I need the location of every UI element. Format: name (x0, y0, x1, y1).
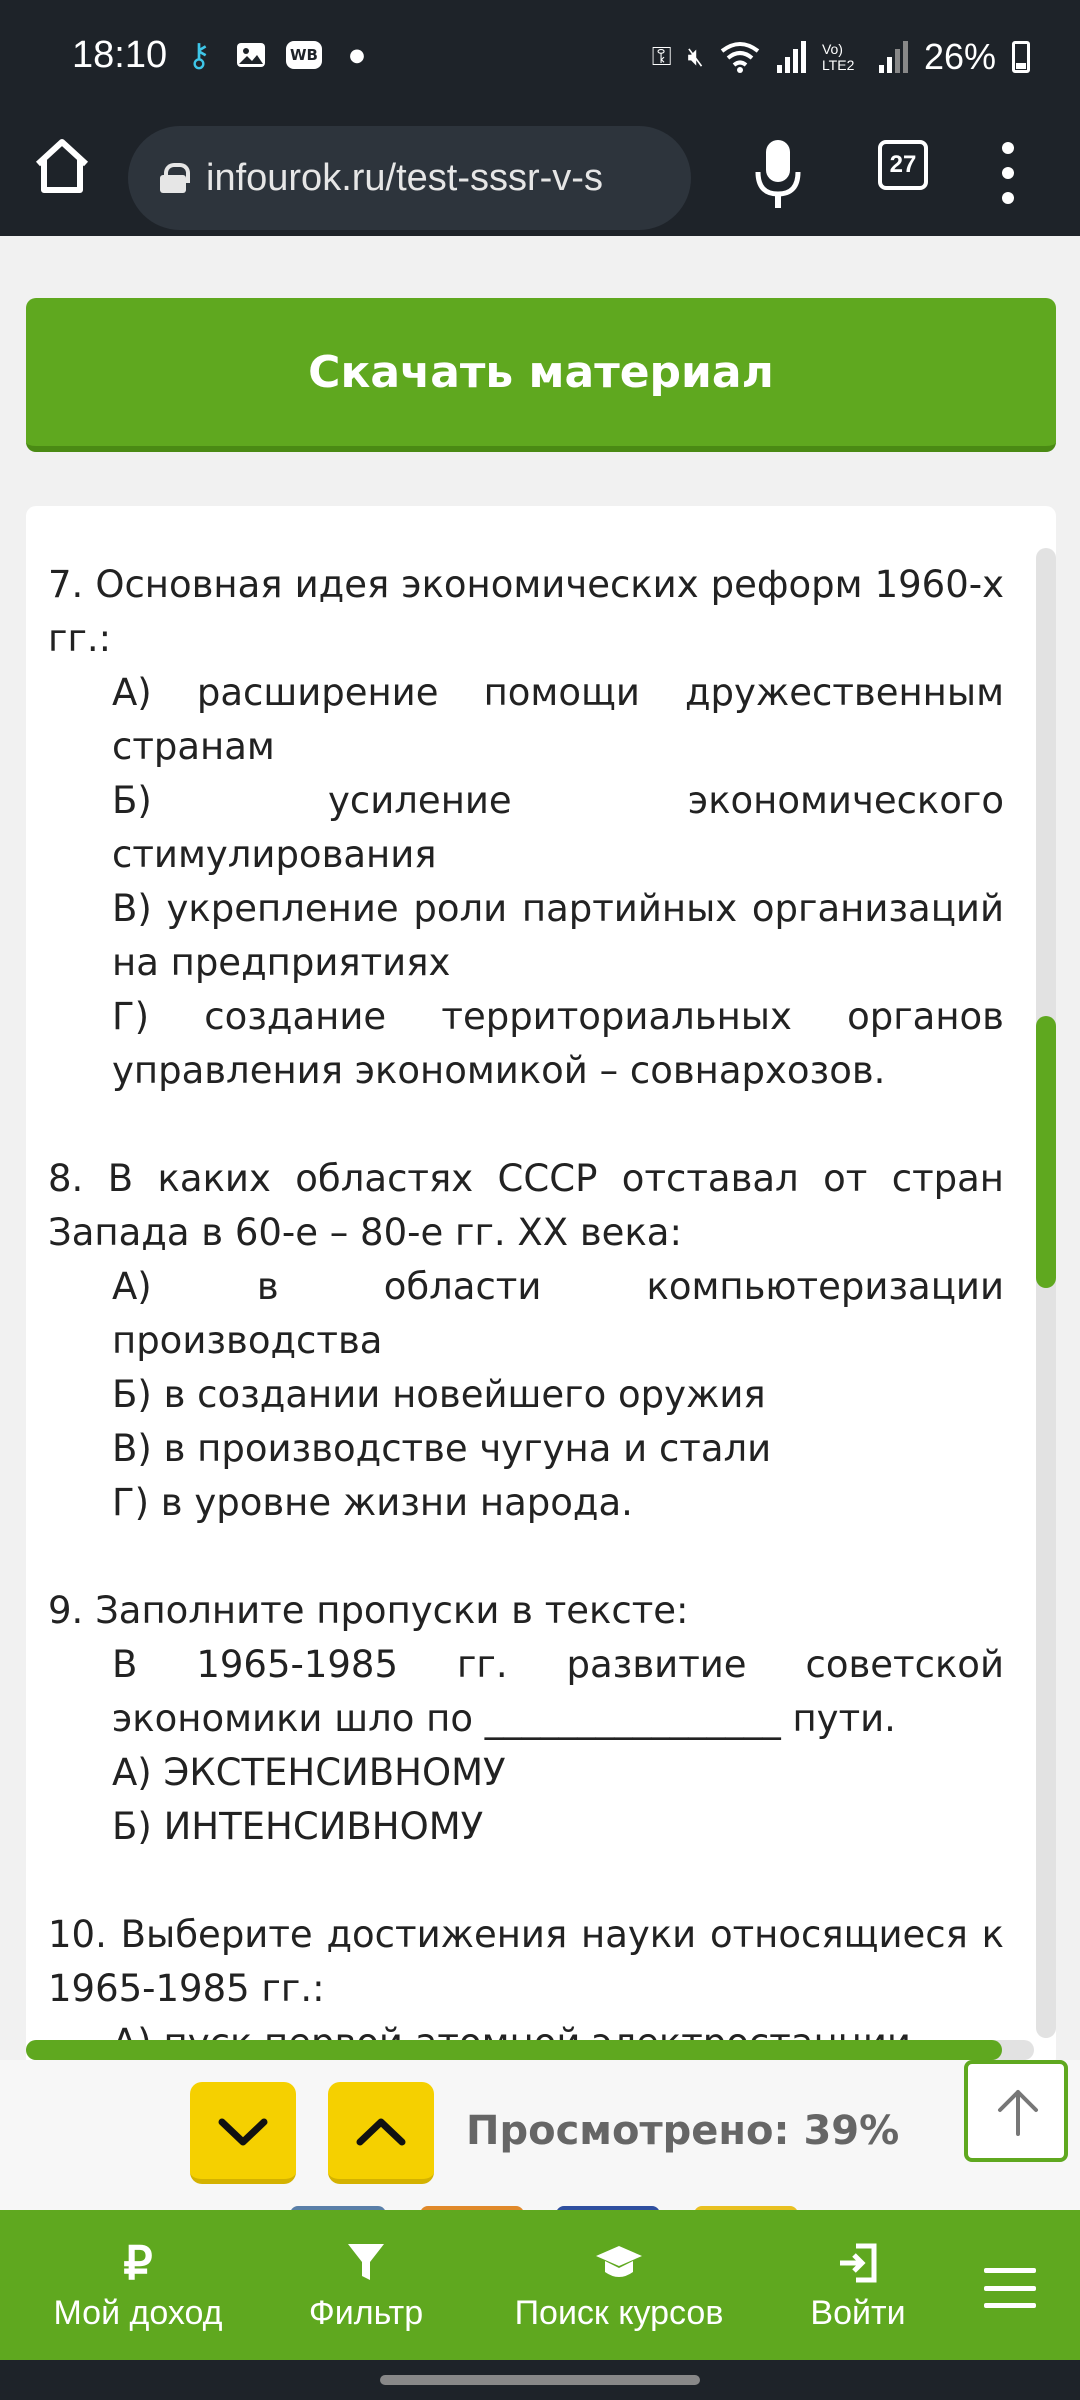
answer-option: А) в области компьютеризации производства (112, 1265, 1004, 1362)
menu-dot (1002, 167, 1014, 179)
ruble-icon: ₽ (123, 2236, 153, 2289)
notification-icons (182, 36, 374, 74)
paging-controls (0, 2060, 1080, 2212)
mic-icon (750, 136, 806, 212)
voice-search-button[interactable] (750, 136, 806, 212)
address-field[interactable] (128, 126, 691, 230)
battery-icon (1012, 41, 1030, 73)
answer-option: А) расширение помощи дружественным странам (112, 671, 1004, 768)
login-icon (836, 2238, 880, 2288)
url-text: infourok.ru/test-sssr-v-s (206, 156, 603, 199)
lte-label: Vo) LTE2 (821, 41, 855, 73)
menu-line (984, 2286, 1036, 2291)
filter-icon (346, 2238, 386, 2288)
tabs-button[interactable]: 27 (878, 140, 928, 190)
nav-label: Фильтр (308, 2293, 424, 2332)
nav-label: Войти (810, 2293, 906, 2332)
bottom-navigation (0, 2210, 1080, 2360)
menu-line (984, 2268, 1036, 2273)
wb-icon: WB (286, 41, 322, 69)
hamburger-menu-button[interactable] (984, 2268, 1036, 2308)
menu-line (984, 2303, 1036, 2308)
signal-icon (776, 41, 806, 73)
browser-chrome (0, 0, 1080, 236)
question-heading: 8. В каких областях СССР отставал от стран Запада в 60-е – 80-е гг. XX века: (48, 1157, 1004, 1254)
answer-option: В) в производстве чугуна и стали (112, 1427, 772, 1470)
chevron-down-icon (216, 2108, 270, 2158)
system-icons (652, 36, 1030, 78)
document-viewer[interactable] (26, 506, 1056, 2068)
nav-course-search[interactable] (500, 2210, 738, 2360)
nav-login[interactable] (800, 2210, 916, 2360)
home-button[interactable] (30, 134, 94, 198)
question-heading: 7. Основная идея экономических реформ 1960-х гг.: (48, 563, 1004, 660)
vertical-scroll-thumb[interactable] (1036, 1016, 1056, 1288)
viewed-progress-label: Просмотрено: 39% (466, 2108, 900, 2154)
document-text (48, 558, 1004, 2068)
arrow-up-icon (990, 2084, 1046, 2140)
status-bar (0, 0, 1080, 116)
question-heading: 9. Заполните пропуски в тексте: (48, 1589, 689, 1632)
horizontal-scroll-thumb[interactable] (26, 2040, 1002, 2060)
mute-icon: 🔇︎ (687, 41, 704, 71)
vpn-key-icon: ⚿ (651, 41, 672, 71)
lock-icon (160, 163, 186, 193)
answer-option: Б) ИНТЕНСИВНОМУ (112, 1805, 484, 1848)
home-gesture-bar[interactable] (380, 2375, 700, 2385)
answer-option: Г) создание территориальных органов управления экономикой – совнархозов. (112, 995, 1004, 1092)
vertical-scrollbar[interactable] (1036, 548, 1056, 2038)
graduation-cap-icon (594, 2238, 644, 2288)
question-heading: 10. Выберите достижения науки относящиеся к 1965-1985 гг.: (48, 1913, 1004, 2010)
answer-option: Б) усиление экономического стимулирования (112, 779, 1004, 876)
dot-icon: ● (349, 44, 365, 66)
answer-option: В 1965-1985 гг. развитие советской экономики шло по ________________ пути. (112, 1643, 1004, 1740)
url-bar (0, 116, 1080, 236)
nav-filter[interactable] (296, 2210, 436, 2360)
answer-option: В) укрепление роли партийных организаций на предприятиях (112, 887, 1004, 984)
signal-icon-2 (878, 41, 908, 73)
next-page-button[interactable] (190, 2082, 296, 2184)
download-material-button[interactable]: Скачать материал (26, 298, 1056, 452)
answer-option: Г) в уровне жизни народа. (112, 1481, 633, 1524)
nav-label: Поиск курсов (514, 2293, 724, 2332)
image-icon (234, 40, 268, 70)
previous-page-button[interactable] (328, 2082, 434, 2184)
chevron-up-icon (354, 2108, 408, 2158)
nav-my-income[interactable] (40, 2210, 236, 2360)
answer-option: А) ЭКСТЕНСИВНОМУ (112, 1751, 506, 1794)
key-icon: ⚷ (187, 36, 211, 74)
home-icon (30, 134, 94, 198)
menu-dot (1002, 192, 1014, 204)
nav-label: Мой доход (53, 2293, 223, 2332)
wifi-icon (720, 41, 760, 73)
scroll-to-top-button[interactable] (964, 2060, 1068, 2162)
menu-dot (1002, 142, 1014, 154)
browser-menu-button[interactable] (988, 138, 1028, 208)
answer-option: Б) в создании новейшего оружия (112, 1373, 766, 1416)
status-time: 18:10 (72, 34, 168, 76)
battery-percent: 26% (923, 36, 996, 77)
